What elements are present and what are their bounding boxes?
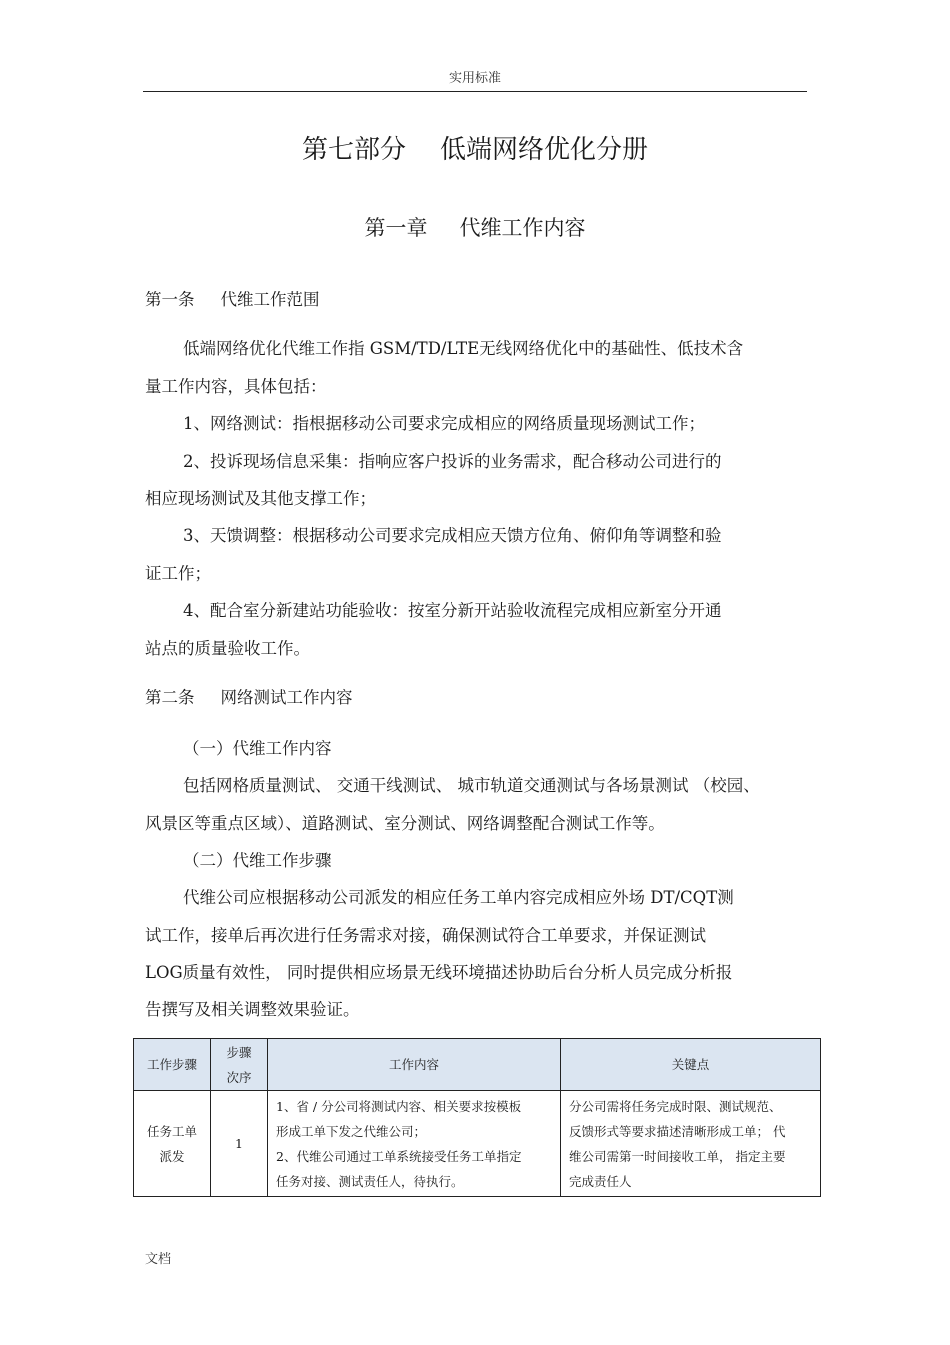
table-header-row <box>134 1039 821 1091</box>
article1-item4-line1: 4、配合室分新建站功能验收：按室分新开站验收流程完成相应新室分开通 <box>183 601 722 620</box>
article2-title: 网络测试工作内容 <box>220 688 353 707</box>
part-title <box>0 129 950 166</box>
article2-sub1-line1: 包括网格质量测试、 交通干线测试、 城市轨道交通测试与各场景测试 （校园、 <box>183 776 760 795</box>
article2-sub1-line2: 风景区等重点区域）、道路测试、室分测试、网络调整配合测试工作等。 <box>145 814 665 833</box>
article1-item1: 1、网络测试：指根据移动公司要求完成相应的网络质量现场测试工作； <box>183 414 705 433</box>
article1-intro-line2: 量工作内容，具体包括： <box>145 377 327 396</box>
header-step: 工作步骤 <box>134 1039 211 1091</box>
article1-item2-line1: 2、投诉现场信息采集：指响应客户投诉的业务需求，配合移动公司进行的 <box>183 452 722 471</box>
article1-title: 代维工作范围 <box>220 290 320 309</box>
cell-key-line: 维公司需第一时间接收工单， 指定主要 <box>569 1148 786 1164</box>
header-order <box>211 1039 268 1091</box>
cell-key-line: 反馈形式等要求描述清晰形成工单； 代 <box>569 1123 786 1139</box>
article1-item4-line2: 站点的质量验收工作。 <box>145 639 310 658</box>
header-rule <box>143 91 807 92</box>
article1-item3-line1: 3、天馈调整：根据移动公司要求完成相应天馈方位角、俯仰角等调整和验 <box>183 526 722 545</box>
cell-step <box>134 1091 211 1197</box>
cell-key <box>561 1091 821 1197</box>
chapter-title-number: 第一章 <box>364 216 428 240</box>
header-content: 工作内容 <box>268 1039 561 1091</box>
page-footer: 文档 <box>145 1252 172 1267</box>
article1-intro-line1: 低端网络优化代维工作指 GSM/TD/LTE无线网络优化中的基础性、低技术含 <box>183 339 744 358</box>
article2-sub2-line1: 代维公司应根据移动公司派发的相应任务工单内容完成相应外场 DT/CQT测 <box>183 888 734 907</box>
table-row <box>134 1091 821 1197</box>
article2-sub2-line2: 试工作，接单后再次进行任务需求对接，确保测试符合工单要求，并保证测试 <box>145 926 706 945</box>
article2-sub2-line4: 告撰写及相关调整效果验证。 <box>145 1000 360 1019</box>
cell-key-line: 完成责任人 <box>569 1173 632 1189</box>
cell-content <box>268 1091 561 1197</box>
article2-sub1-title: （一）代维工作内容 <box>183 739 332 758</box>
chapter-title-text: 代维工作内容 <box>459 216 586 240</box>
header-order-line2: 次序 <box>226 1069 252 1085</box>
cell-order: 1 <box>211 1091 268 1197</box>
header-order-line1: 步骤 <box>226 1044 252 1060</box>
article1-heading <box>145 286 320 310</box>
article1-item3-line2: 证工作； <box>145 564 211 583</box>
article2-sub2-line3: LOG质量有效性， 同时提供相应场景无线环境描述协助后台分析人员完成分析报 <box>145 963 733 982</box>
article2-number: 第二条 <box>145 688 195 707</box>
article2-heading <box>145 684 353 708</box>
article1-number: 第一条 <box>145 290 195 309</box>
cell-content-line: 1、省 / 分公司将测试内容、相关要求按模板 <box>276 1098 522 1114</box>
article2-sub2-title: （二）代维工作步骤 <box>183 851 332 870</box>
header-key: 关键点 <box>561 1039 821 1091</box>
cell-step-line2: 派发 <box>159 1148 185 1164</box>
cell-key-line: 分公司需将任务完成时限、测试规范、 <box>569 1098 782 1114</box>
article1-item2-line2: 相应现场测试及其他支撑工作； <box>145 489 376 508</box>
cell-content-line: 任务对接、测试责任人，待执行。 <box>276 1173 464 1189</box>
part-title-text: 低端网络优化分册 <box>440 135 649 165</box>
chapter-title <box>0 212 950 242</box>
cell-content-line: 2、代维公司通过工单系统接受任务工单指定 <box>276 1148 522 1164</box>
work-steps-table <box>133 1038 821 1197</box>
cell-content-line: 形成工单下发之代维公司； <box>276 1123 427 1139</box>
page-header: 实用标准 <box>448 71 501 86</box>
part-title-number: 第七部分 <box>301 135 406 165</box>
cell-step-line1: 任务工单 <box>146 1123 197 1139</box>
